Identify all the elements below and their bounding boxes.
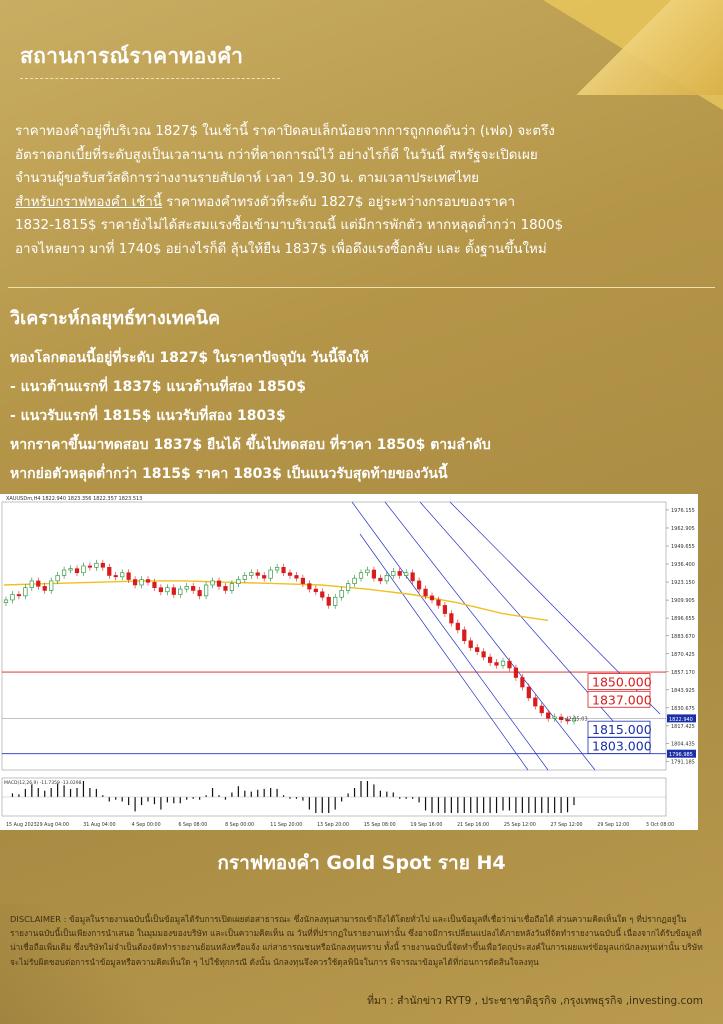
level-label: 1837.000 (592, 692, 652, 708)
candle-body (327, 597, 331, 605)
x-tick-label: 13 Sep 20:00 (316, 823, 350, 828)
tech-line: - แนวรับแรกที่ 1815$ แนวรับที่สอง 1803$ (10, 408, 286, 424)
x-tick-label: 27 Sep 12:00 (550, 823, 583, 828)
candle-body (191, 586, 195, 590)
candle-body (185, 586, 189, 589)
x-tick-label: 29 Aug 04:00 (36, 823, 69, 828)
candle-body (301, 578, 305, 583)
candle-body (385, 575, 389, 580)
price-tag-low: 1796.985 (669, 752, 693, 759)
candle-body (140, 580, 144, 585)
y-tick-label: 1804.435 (671, 741, 695, 748)
candle-body (224, 586, 228, 590)
candle-body (36, 581, 40, 586)
candle-body (488, 657, 492, 662)
candle-body (514, 668, 518, 678)
candle-body (204, 585, 208, 596)
candle-body (379, 578, 383, 581)
candle-body (353, 578, 357, 583)
candle-body (282, 567, 286, 572)
gold-price-chart (0, 494, 698, 830)
candle-body (69, 569, 73, 570)
candle-body (437, 600, 441, 605)
source-credit: ที่มา : สำนักข่าว RYT9 , ประชาชาติธุรกิจ ,กรุงเทพธุรกิจ ,investing.com (367, 995, 703, 1007)
countdown-label: <<2:05:03 (560, 716, 588, 723)
candle-body (482, 652, 486, 657)
candle-body (295, 575, 299, 578)
level-label: 1850.000 (592, 674, 652, 690)
disclaimer: DISCLAIMER : ข้อมูลในรายงานฉบับนี้เป็นข้อมูลได้รับการเปิดเผยต่อสาธารณะ ซึ่งนักลงทุนสามารถเข้าถึงได้โดยทั่วไป และเป็นข้อมูลที่เชื่อว่าน่าเชื่อถือได้ ส่วนความคิดเห็นใด ๆ ที่ปรากฏอยู่ในรายงานฉบับนี้เป็นเพียงการนำเสนอ ในมุมมองของบริษัท และเป็นความคิดเห็น ณ วันที่ที่ปรากฏในรายงานเท่านั้น ซึ่งอาจมีการเปลี่ยนแปลงได้ภายหลังวันที่จัดทำรายงานฉบับนี้ เนื่องจากได้รับข้อมูลที่น่าเชื่อถือเพิ่มเติม ซึ่งบริษัทไม่จำเป็นต้องจัดทำรายงานย้อนหลังหรือแจ้ง แก่สาธารณชนหรือนักลงทุนทราบ ทั้งนี้ รายงานฉบับนี้จัดทำขึ้นเพื่อวัตถุประสงค์ในการเผยแพร่ข้อมูลแก่นักลงทุนเท่านั้น บริษัทจะไม่รับผิดชอบต่อการนำข้อมูลหรือความคิดเห็นใด ๆ ไปใช้ทุกกรณี ดังนั้น นักลงทุนจึงควรใช้ดุลพินิจในการ พิจารณาข้อมูลได้ที่ก่อนการตัดสินใจลงทุน (10, 914, 703, 967)
price-tag: 1822.940 (669, 716, 693, 723)
y-tick-label: 1817.425 (671, 723, 695, 730)
candle-body (30, 581, 34, 588)
candle-body (17, 595, 21, 596)
candle-body (450, 614, 454, 624)
candle-body (120, 573, 124, 577)
intro-line-rest: ราคาทองคำทรงตัวที่ระดับ 1827$ อยู่ระหว่างกรอบของราคา (162, 194, 516, 210)
candle-body (82, 566, 86, 573)
macd-label: MACD(12,26,9) -11.7359 -13.0298 (4, 781, 82, 786)
y-tick-label: 1936.400 (671, 562, 695, 569)
x-tick-label: 8 Sep 00:00 (225, 823, 255, 828)
candle-body (43, 586, 47, 590)
x-tick-label: 31 Aug 04:00 (83, 823, 116, 828)
candle-body (11, 595, 15, 600)
candle-body (178, 589, 182, 594)
y-tick-label: 1830.675 (671, 705, 695, 712)
chart-svg (0, 494, 698, 830)
candle-body (230, 584, 234, 591)
y-tick-label: 1923.150 (671, 580, 695, 587)
y-tick-label: 1976.155 (671, 507, 695, 514)
candle-body (243, 575, 247, 579)
y-tick-label: 1962.905 (671, 525, 695, 532)
candle-body (256, 573, 260, 576)
y-tick-label: 1909.905 (671, 598, 695, 605)
chart-caption: กราฟทองคำ Gold Spot ราย H4 (217, 852, 506, 874)
candle-body (333, 597, 337, 605)
plot-frame (2, 502, 666, 770)
candle-body (56, 575, 60, 580)
corner-decoration-gold (573, 0, 723, 95)
candle-body (75, 569, 79, 573)
tech-line: หากย่อตัวหลุดต่ำกว่า 1815$ ราคา 1803$ เป็นแนวรับสุดท้ายของวันนี้ (10, 466, 448, 482)
x-tick-label: 3 Oct 08:00 (645, 823, 675, 828)
tech-line: - แนวต้านแรกที่ 1837$ แนวต้านที่สอง 1850$ (10, 379, 306, 395)
x-tick-label: 21 Sep 16:00 (457, 823, 490, 828)
candle-body (133, 580, 137, 585)
candle-body (527, 687, 531, 698)
section-divider (8, 287, 715, 288)
candle-body (159, 588, 163, 592)
y-tick-label: 1883.670 (671, 633, 695, 640)
x-tick-label: 4 Sep 00:00 (131, 823, 161, 828)
x-tick-label: 6 Sep 08:00 (178, 823, 208, 828)
intro-paragraph (15, 120, 710, 261)
y-tick-label: 1896.655 (671, 616, 695, 623)
candle-body (475, 648, 479, 652)
candle-body (372, 570, 376, 578)
intro-line: อัตราดอกเบี้ยที่ระดับสูงเป็นเวลานาน กว่าที่คาดการณ์ไว้ อย่างไรก็ดี ในวันนี้ สหรัฐจะเปิดเผย (15, 147, 538, 163)
candle-body (346, 584, 350, 591)
candle-body (269, 570, 273, 578)
y-tick-label: 1843.925 (671, 687, 695, 694)
candle-body (101, 563, 105, 567)
candle-body (546, 713, 550, 718)
x-tick-label: 15 Aug 2023 (6, 823, 37, 828)
candle-body (424, 589, 428, 596)
x-tick-label: 29 Sep 12:00 (597, 823, 630, 828)
candle-body (391, 571, 395, 575)
technical-analysis (10, 344, 491, 489)
candle-body (469, 641, 473, 648)
candle-body (359, 573, 363, 578)
candle-body (107, 567, 111, 575)
candle-body (521, 677, 525, 687)
candle-body (24, 588, 28, 596)
tech-line: ทองโลกตอนนี้อยู่ที่ระดับ 1827$ ในราคาปัจจุบัน วันนี้จึงให้ (10, 350, 369, 366)
candle-body (166, 588, 170, 592)
intro-line: ราคาทองคำอยู่ที่บริเวณ 1827$ ในเช้านี้ ราคาปิดลบเล็กน้อยจากการถูกกดดันว่า (เฟด) จะตรึง (15, 124, 555, 139)
candle-body (366, 570, 370, 573)
candle-body (262, 575, 266, 578)
candle-body (49, 581, 53, 591)
candle-body (62, 570, 66, 575)
candle-body (275, 567, 279, 570)
candle-body (320, 592, 324, 597)
underlined-phrase: สำหรับกราฟทองคำ เช้านี้ (15, 194, 162, 210)
chart-title: XAUUSDm,H4 1822.940 1823.356 1822.357 1823.513 (6, 496, 143, 502)
candle-body (553, 717, 557, 718)
y-tick-label: 1857.170 (671, 669, 695, 676)
candle-body (533, 698, 537, 706)
candle-body (430, 596, 434, 600)
candle-body (114, 575, 118, 576)
candle-body (127, 573, 131, 580)
page-title: สถานการณ์ราคาทองคำ (20, 44, 244, 68)
y-tick-label: 1791.185 (671, 759, 695, 766)
candle-body (4, 600, 8, 603)
candle-body (398, 571, 402, 575)
candle-body (411, 573, 415, 581)
level-label: 1815.000 (592, 722, 652, 738)
candle-body (211, 581, 215, 585)
candle-body (456, 623, 460, 630)
candle-body (495, 663, 499, 666)
candle-body (308, 584, 312, 589)
candle-body (417, 581, 421, 589)
candle-body (198, 590, 202, 595)
candle-body (249, 573, 253, 576)
title-divider (20, 78, 280, 79)
candle-body (404, 573, 408, 576)
x-tick-label: 19 Sep 16:00 (410, 823, 443, 828)
candle-body (314, 589, 318, 592)
candle-body (443, 605, 447, 613)
section-heading: วิเคราะห์กลยุทธ์ทางเทคนิค (10, 308, 221, 329)
intro-line (15, 191, 710, 215)
candle-body (146, 580, 150, 583)
candle-body (172, 588, 176, 595)
y-tick-label: 1870.425 (671, 651, 695, 658)
candle-body (153, 582, 157, 587)
intro-line: 1832-1815$ ราคายังไม่ได้สะสมแรงซื้อเข้ามาบริเวณนี้ แต่มีการพักตัว หากหลุดต่ำกว่า 1800$ (15, 218, 564, 233)
candle-body (288, 573, 292, 576)
candle-body (237, 580, 241, 584)
intro-line: อาจไหลยาว มาที่ 1740$ อย่างไรก็ดี ลุ้นให้ยืน 1837$ เพื่อดึงแรงซื้อกลับ และ ตั้งฐานขึ้นใหม่ (15, 241, 547, 257)
y-tick-label: 1949.655 (671, 544, 695, 551)
intro-line: จำนวนผู้ขอรับสวัสดิการว่างงานรายสัปดาห์ เวลา 19.30 น. ตามเวลาประเทศไทย (15, 171, 480, 186)
level-label: 1803.000 (592, 738, 652, 754)
candle-body (340, 590, 344, 597)
candle-body (501, 661, 505, 665)
x-tick-label: 15 Sep 08:00 (363, 823, 396, 828)
candle-body (508, 661, 512, 668)
x-tick-label: 11 Sep 20:00 (270, 823, 303, 828)
candle-body (217, 581, 221, 586)
tech-line: หากราคาขึ้นมาทดสอบ 1837$ ยืนได้ ขึ้นไปทดสอบ ที่ราคา 1850$ ตามลำดับ (10, 437, 491, 453)
candle-body (88, 566, 92, 567)
candle-body (540, 706, 544, 713)
candle-body (95, 563, 99, 567)
candle-body (462, 630, 466, 641)
x-tick-label: 25 Sep 12:00 (503, 823, 536, 828)
